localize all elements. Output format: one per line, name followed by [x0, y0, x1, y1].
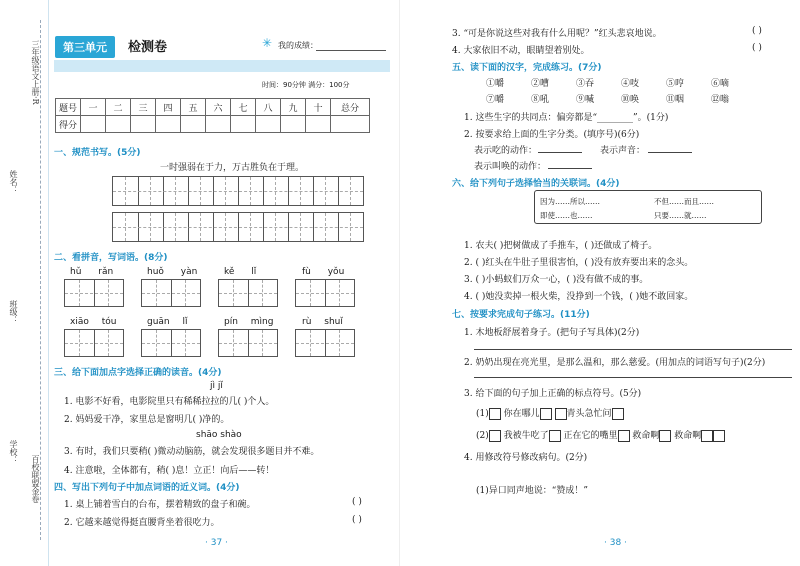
section-6-title: 六、给下列句子选择恰当的关联词。(4分) [452, 179, 620, 189]
brand-label: 百校联盟金卷 [31, 455, 40, 503]
answer-4-2[interactable]: ( ) [352, 515, 362, 525]
header-bar [54, 60, 390, 72]
question-3-2: 2. 妈妈爱干净，家里总是窗明几( )净的。 [64, 415, 230, 425]
word-box-group[interactable] [141, 329, 201, 357]
question-6-4: 4. ( )她没卖掉一根火柴，没挣到一个钱，( )她不敢回家。 [464, 292, 694, 302]
score-table [55, 98, 370, 133]
score-header-cell: 七 [231, 99, 256, 116]
category-eat: 表示吃的动作： [474, 146, 538, 156]
score-cell[interactable] [306, 116, 331, 133]
section-7-title: 七、按要求完成句子练习。(11分) [452, 310, 590, 320]
tian-grid-row[interactable] [112, 176, 364, 206]
word-box-group[interactable] [218, 279, 278, 307]
score-blank[interactable] [316, 50, 386, 51]
question-4-4: 4. 大家依旧不动，眼睛望着别处。 [452, 46, 590, 56]
conjunction-2: 不但……而且…… [654, 197, 714, 206]
question-7-2: 2. 奶奶出现在亮光里，是那么温和，那么慈爱。(用加点的词语写句子)(2分) [464, 358, 766, 368]
score-header-cell: 题号 [56, 99, 81, 116]
pinyin-2: huǒ yàn [147, 267, 198, 277]
category-call: 表示叫唤的动作： [474, 162, 547, 172]
pinyin-1: hǔ rǎn [70, 267, 114, 277]
question-3-3: 3. 有时，我们只要稍( )微动动脑筋，就会发现很多题目并不难。 [64, 447, 320, 457]
character-item: ④吱 [621, 79, 640, 89]
character-item: ①嚼 [486, 79, 505, 89]
punct-sentence-1 [476, 406, 624, 420]
section-5-title: 五、读下面的汉字，完成练习。(7分) [452, 63, 602, 73]
page-fold [399, 0, 400, 566]
pinyin-8: rù shuǐ [302, 317, 343, 327]
score-cell[interactable] [231, 116, 256, 133]
character-item: ②嘈 [531, 79, 550, 89]
question-5-1: 1. 这些生字的共同点：偏旁都是“________”。(1分) [464, 113, 669, 123]
pinyin-6: guān lǐ [147, 317, 188, 327]
star-icon: ✳ [262, 36, 273, 50]
pinyin-4: fù yǒu [302, 267, 345, 277]
page-title: 检测卷 [128, 40, 168, 55]
score-header-cell: 三 [131, 99, 156, 116]
score-cell[interactable] [156, 116, 181, 133]
name-label: 姓名： [9, 170, 18, 194]
answer-sound[interactable] [648, 152, 692, 153]
sentence-7-4-1: (1)异口同声地说：“赞成！” [476, 486, 588, 496]
punct-box[interactable] [555, 408, 567, 420]
score-header-cell: 六 [206, 99, 231, 116]
punct-sentence-2 [476, 428, 725, 442]
punct-box[interactable] [713, 430, 725, 442]
character-item: ⑦嚼 [486, 95, 505, 105]
question-7-1: 1. 木地板舒展着身子。(把句子写具体)(2分) [464, 328, 640, 338]
punct-box[interactable] [612, 408, 624, 420]
question-4-2: 2. 它越来越觉得挺直腰背坐着很吃力。 [64, 518, 220, 528]
punct-text: 青头急忙问 [566, 409, 612, 419]
punct-box[interactable] [701, 430, 713, 442]
answer-eat[interactable] [538, 152, 582, 153]
character-item: ⑨喊 [576, 95, 595, 105]
score-header-cell: 八 [256, 99, 281, 116]
answer-4-4[interactable]: ( ) [752, 43, 762, 53]
punct-box[interactable] [618, 430, 630, 442]
conjunction-1: 因为……所以…… [540, 197, 600, 206]
score-header-cell: 一 [81, 99, 106, 116]
score-header-cell: 四 [156, 99, 181, 116]
character-item: ⑥嘀 [711, 79, 730, 89]
category-sound: 表示声音： [600, 146, 646, 156]
word-box-group[interactable] [64, 329, 124, 357]
punct-text: 正在它的嘴里 [563, 431, 618, 441]
question-3-4: 4. 注意啦，全体都有，稍( )息！立正！向后——转！ [64, 466, 275, 476]
question-6-2: 2. ( )红头在牛肚子里很害怕，( )没有放弃要出来的念头。 [464, 258, 694, 268]
conjunction-3: 即使……也…… [540, 211, 593, 220]
question-6-3: 3. ( )小蚂蚁们万众一心，( )没有做不成的事。 [464, 275, 649, 285]
score-cell[interactable] [81, 116, 106, 133]
score-cell[interactable] [281, 116, 306, 133]
question-7-4: 4. 用修改符号修改病句。(2分) [464, 453, 588, 463]
score-cell[interactable] [106, 116, 131, 133]
answer-call[interactable] [548, 168, 592, 169]
score-header-cell: 九 [281, 99, 306, 116]
score-header-cell: 五 [181, 99, 206, 116]
character-item: ⑩唤 [621, 95, 640, 105]
character-item: ⑫嗡 [711, 95, 730, 105]
punct-box[interactable] [549, 430, 561, 442]
punct-index-1: (1) [476, 409, 489, 419]
question-4-1: 1. 桌上铺着雪白的台布，摆着精致的盘子和碗。 [64, 500, 256, 510]
punct-text: 救命啊 [632, 431, 660, 441]
question-6-1: 1. 农夫( )把树做成了手推车，( )还做成了椅子。 [464, 241, 658, 251]
unit-tag: 第三单元 [55, 36, 115, 58]
question-3-1: 1. 电影不好看，电影院里只有稀稀拉拉的几( )个人。 [64, 397, 275, 407]
class-label: 班级： [9, 300, 18, 324]
word-box-group[interactable] [295, 329, 355, 357]
score-cell[interactable] [181, 116, 206, 133]
punct-text: 你在哪儿 [503, 409, 540, 419]
pinyin-5: xiāo tóu [70, 317, 117, 327]
score-header-cell: 十 [306, 99, 331, 116]
copy-sentence: 一时强弱在于力，万古胜负在于理。 [160, 163, 305, 173]
pinyin-3: kě lǐ [224, 267, 257, 277]
pinyin-7: pín mìng [224, 317, 274, 327]
punct-box[interactable] [540, 408, 552, 420]
binding-margin [0, 0, 49, 566]
score-cell[interactable] [256, 116, 281, 133]
page-number-right: · 38 · [604, 538, 627, 548]
punct-index-2: (2) [476, 431, 489, 441]
punct-text: 救命啊 [674, 431, 702, 441]
character-item: ⑧吼 [531, 95, 550, 105]
section-3-title: 三、给下面加点字选择正确的读音。(4分) [54, 368, 222, 378]
section-4-title: 四、写出下列句子中加点词语的近义词。(4分) [54, 483, 240, 493]
section-1-title: 一、规范书写。(5分) [54, 148, 141, 158]
character-item: ⑤哼 [666, 79, 685, 89]
answer-4-3[interactable]: ( ) [752, 26, 762, 36]
page-number-left: · 37 · [205, 538, 228, 548]
word-box-group[interactable] [141, 279, 201, 307]
punct-box[interactable] [489, 408, 501, 420]
tian-grid-row[interactable] [112, 212, 364, 242]
school-label: 学校： [9, 440, 18, 464]
series-label: 三年级语文上册·R [31, 40, 40, 105]
character-item: ⑪咽 [666, 95, 685, 105]
punct-box[interactable] [659, 430, 671, 442]
word-box-group[interactable] [218, 329, 278, 357]
answer-line-7-2[interactable] [474, 377, 792, 378]
question-5-2: 2. 按要求给上面的生字分类。(填序号)(6分) [464, 130, 640, 140]
character-item: ③吞 [576, 79, 595, 89]
score-header-cell: 二 [106, 99, 131, 116]
answer-line-7-1[interactable] [474, 349, 792, 350]
question-7-3: 3. 给下面的句子加上正确的标点符号。(5分) [464, 389, 642, 399]
score-header-cell: 总分 [331, 99, 370, 116]
word-box-group[interactable] [295, 279, 355, 307]
pinyin-options-1: jì jǐ [210, 381, 223, 391]
score-label: 我的成绩： [278, 41, 318, 50]
word-box-group[interactable] [64, 279, 124, 307]
conjunction-4: 只要……就…… [654, 211, 707, 220]
time-info: 时间：90分钟 满分：100分 [262, 81, 350, 89]
score-cell[interactable] [206, 116, 231, 133]
score-cell[interactable] [131, 116, 156, 133]
question-4-3: 3. “可是你说这些对我有什么用呢？”红头悲哀地说。 [452, 29, 662, 39]
punct-box[interactable] [489, 430, 501, 442]
section-2-title: 二、看拼音，写词语。(8分) [54, 253, 168, 263]
score-row-label: 得分 [56, 116, 81, 133]
pinyin-options-2: shāo shào [196, 430, 242, 440]
answer-4-1[interactable]: ( ) [352, 497, 362, 507]
score-cell[interactable] [331, 116, 370, 133]
punct-text: 我被牛吃了 [503, 431, 549, 441]
